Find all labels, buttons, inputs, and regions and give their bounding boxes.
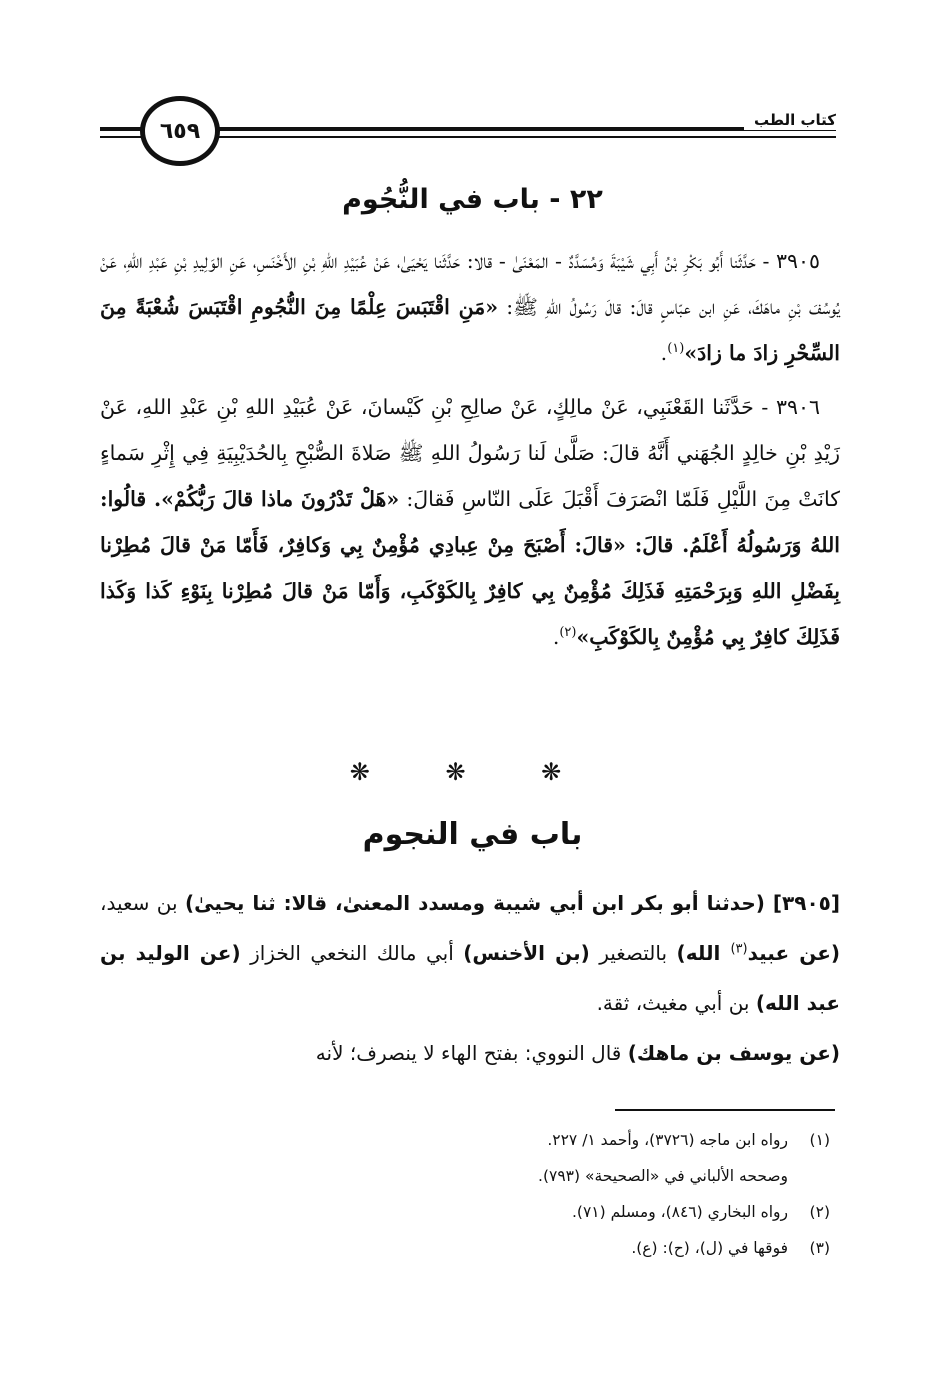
commentary-bold: (بن الأخنس): [463, 941, 590, 965]
footnote: [130, 1230, 830, 1266]
commentary-heading: باب في النجوم: [362, 817, 583, 852]
footnote-text: رواه البخاري (٨٤٦)، ومسلم (٧١).: [572, 1203, 788, 1221]
hadith-quote: «هَلْ تَدْرُونَ ماذا قالَ رَبُّكُمْ». قالُوا: اللهُ وَرَسُولُهُ أَعْلَمُ. قالَ: «قالَ: أَصْبَحَ مِنْ عِبادِي مُؤْمِنٌ بِي وَكافِرٌ، فَأَمّا مَنْ قالَ مُطِرْنا بِفَضْلِ اللهِ وَبِرَحْمَتِهِ فَذَلِكَ مُؤْمِنٌ بِي كافِرٌ بِالكَوْكَبِ، وَأَمّا مَنْ قالَ مُطِرْنا بِنَوْءِ كَذا وَكَذا فَذَلِكَ كافِرٌ بِي مُؤْمِنٌ بِالكَوْكَبِ»: [100, 487, 840, 649]
footnote-number: (٣): [809, 1239, 830, 1257]
commentary-text: بن أبي مغيث، ثقة.: [596, 991, 756, 1015]
hadith-chain: ٣٩٠٥ - حَدَّثَنا أَبُو بَكْرِ بْنُ أَبِي شَيْبَةَ وَمُسَدَّدٌ - المَعْنَىٰ - قالا: حَدَّثَنا يَحْيَىٰ، عَنْ عُبَيْدِ اللهِ بْنِ الأَخْنَسِ، عَنِ الوَلِيدِ بْنِ عَبْدِ اللهِ، عَنْ يُوسُفَ بْنِ ماهَكَ، عَنِ ابن عبّاسٍ قالَ: قالَ رَسُولُ اللهِ ﷺ:: [100, 249, 840, 319]
commentary-bold: (عن الوليد بن عبد الله): [100, 941, 840, 1015]
chapter-heading: ٢٢ - باب في النُّجُوم: [342, 184, 603, 215]
hadith-end: .: [552, 625, 560, 649]
commentary-block: [100, 878, 840, 1078]
footnote-separator: [615, 1109, 835, 1111]
commentary-bold: (عن يوسف بن ماهك): [627, 1041, 840, 1065]
footnote-text: رواه ابن ماجه (٣٧٢٦)، وأحمد ١/ ٢٢٧.: [547, 1131, 788, 1149]
commentary-bold: (عن عبيد: [747, 941, 841, 965]
footnote-continuation: [130, 1158, 830, 1194]
commentary-bold: (حدثنا أبو بكر ابن أبي شيبة ومسدد المعنىٰ، قالا: ثنا يحيىٰ): [184, 891, 765, 915]
running-header: [100, 96, 836, 174]
book-title: كتاب الطب: [744, 110, 836, 130]
commentary-text: أبي مالك النخعي الخزاز: [240, 941, 464, 965]
footnote-text: وصححه الألباني في «الصحيحة» (٧٩٣).: [538, 1167, 788, 1185]
footnote-number: (٢): [809, 1203, 830, 1221]
commentary-number: [٣٩٠٥]: [764, 891, 840, 915]
commentary-text: قال النووي: بفتح الهاء لا ينصرف؛ لأنه: [315, 1041, 628, 1065]
footnote-ref: (٢): [559, 625, 577, 641]
hadith-3905: [100, 238, 840, 376]
hadith-3906: [100, 384, 840, 660]
footnote-ref: (١): [667, 341, 685, 357]
footnote: [130, 1194, 830, 1230]
hadith-text-block: [100, 238, 840, 668]
footnotes: [130, 1122, 830, 1266]
commentary-bold: الله): [676, 941, 731, 965]
commentary-paragraph: [100, 1028, 840, 1078]
page-number: ٦٥٩: [140, 96, 220, 166]
footnote: [130, 1122, 830, 1158]
commentary-text: بالتصغير: [589, 941, 677, 965]
hadith-end: .: [660, 341, 668, 365]
hadith-chain: ٣٩٠٦ - حَدَّثَنا القَعْنَبِي، عَنْ مالِكٍ، عَنْ صالِحِ بْنِ كَيْسانَ، عَنْ عُبَيْدِ اللهِ بْنِ عَبْدِ اللهِ، عَنْ زَيْدِ بْنِ خالِدٍ الجُهَني أَنَّهُ قالَ: صَلَّىٰ لَنا رَسُولُ اللهِ ﷺ صَلاةَ الصُّبْحِ بِالحُدَيْبِيَةِ فِي إِثْرِ سَماءٍ كانَتْ مِنَ اللَّيْلِ فَلَمّا انْصَرَفَ أَقْبَلَ عَلَى النّاسِ فَقالَ:: [100, 395, 840, 511]
commentary-paragraph: [100, 878, 840, 1028]
footnote-ref: (٣): [730, 941, 748, 957]
section-divider-ornament: ❋ ❋ ❋: [349, 758, 596, 786]
hadith-quote: «مَنِ اقْتَبَسَ عِلْمًا مِنَ النُّجُومِ اقْتَبَسَ شُعْبَةً مِنَ السِّحْرِ زادَ ما زادَ»: [100, 295, 840, 365]
footnote-number: (١): [809, 1131, 830, 1149]
footnote-text: فوقها في (ل)، (ح): (ع).: [631, 1239, 788, 1257]
commentary-text: بن سعيد،: [100, 891, 185, 915]
